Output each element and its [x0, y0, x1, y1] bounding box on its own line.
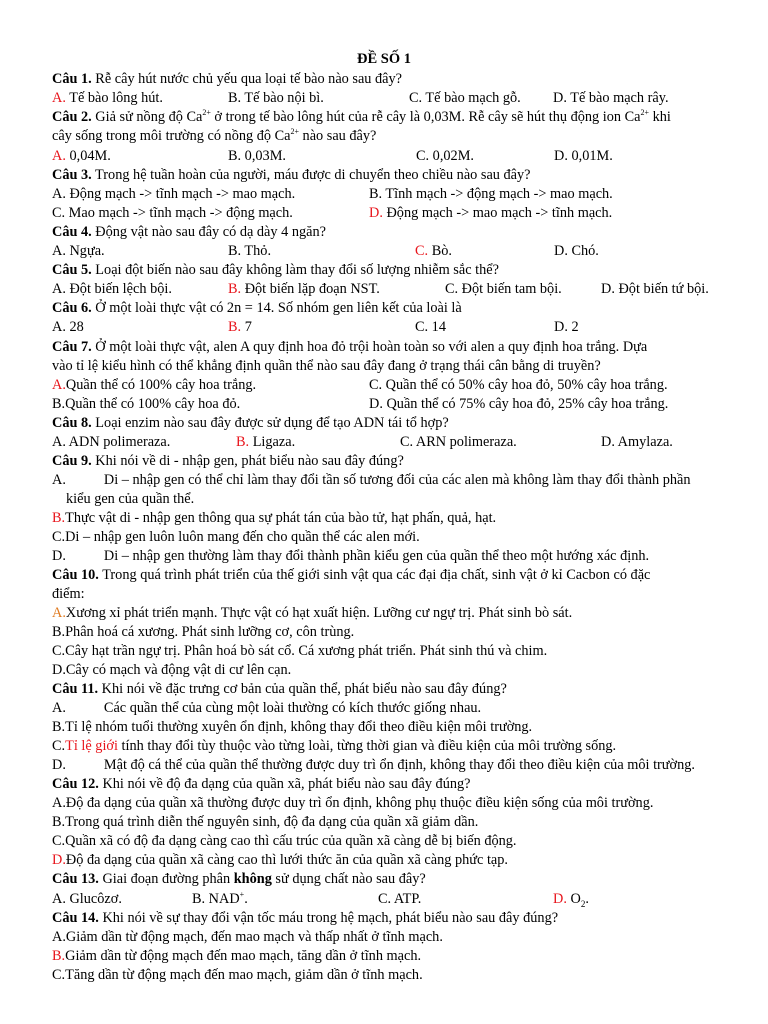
answer-row [52, 890, 724, 909]
question-2: Câu 2. Giả sử nồng độ $Ca^{2+}$ ở trong tế bào lông hút của rễ cây là 0,03M. Rễ cây sẽ hút thụ động ion $Ca^{2+}$ khi [52, 108, 671, 125]
answer-a[interactable]: A. Tế bào lông hút. [52, 90, 163, 106]
answer-d[interactable]: D. 0,01M. [554, 148, 613, 164]
question-13: Câu 13. Giai đoạn đường phân không sử dụng chất nào sau đây? [52, 871, 426, 887]
question-8: Câu 8. Loại enzim nào sau đây được sử dụng để tạo ADN tái tổ hợp? [52, 415, 449, 431]
answer-d[interactable]: D. $O_2$. [553, 891, 589, 909]
question-2-cont: cây sống trong môi trường có nồng độ $Ca^{2+}$ nào sau đây? [52, 127, 377, 144]
question-12: Câu 12. Khi nói về độ đa dạng của quần xã, phát biểu nào sau đây đúng? [52, 776, 471, 792]
answer-b[interactable]: B. Tĩnh mạch -> động mạch -> mao mạch. [369, 186, 613, 202]
answer-row [52, 185, 724, 204]
answer-c[interactable]: C.Tăng dần từ động mạch đến mao mạch, giảm dần ở tĩnh mạch. [52, 967, 423, 983]
answer-a[interactable]: A. Glucôzơ. [52, 891, 122, 907]
answer-b[interactable]: B.Thực vật di - nhập gen thông qua sự phát tán của bào tử, hạt phấn, quả, hạt. [52, 510, 497, 526]
answer-d[interactable]: D. Amylaza. [601, 434, 673, 450]
answer-row [52, 433, 724, 452]
question-7-cont: vào tỉ lệ kiểu hình có thể khẳng định quần thể nào sau đây đang ở trạng thái cân bằng di truyền? [52, 358, 601, 374]
question-10-cont: điểm: [52, 586, 85, 602]
answer-a[interactable]: A. 0,04M. [52, 148, 111, 164]
answer-d[interactable]: D. Động mạch -> mao mạch -> tĩnh mạch. [369, 205, 613, 221]
question-9: Câu 9. Khi nói về di - nhập gen, phát biểu nào sau đây đúng? [52, 453, 404, 469]
answer-row [52, 318, 724, 337]
answer-c[interactable]: C.Di – nhập gen luôn luôn mang đến cho quần thể các alen mới. [52, 529, 420, 545]
answer-c[interactable]: C. Đột biến tam bội. [445, 281, 562, 297]
answer-b[interactable]: B.Trong quá trình diễn thế nguyên sinh, độ đa dạng của quần xã giảm dần. [52, 814, 479, 830]
answer-a[interactable]: A. Di – nhập gen có thể chỉ làm thay đổi tần số tương đối của các alen mà không làm thay đổi thành phần [52, 472, 691, 488]
question-4: Câu 4. Động vật nào sau đây có dạ dày 4 ngăn? [52, 224, 326, 240]
answer-b[interactable]: B. 0,03M. [228, 148, 286, 164]
answer-b[interactable]: B. 7 [228, 319, 252, 335]
answer-b[interactable]: B. Đột biến lặp đoạn NST. [228, 281, 380, 297]
answer-b[interactable]: B.Phân hoá cá xương. Phát sinh lưỡng cơ, côn trùng. [52, 624, 355, 640]
page-title: ĐỀ SỐ 1 [357, 51, 411, 67]
answer-row [52, 395, 724, 414]
answer-d[interactable]: D.Độ đa dạng của quần xã càng cao thì lưới thức ăn của quần xã càng phức tạp. [52, 852, 508, 868]
answer-a[interactable]: A. 28 [52, 319, 84, 335]
answer-row [52, 280, 724, 299]
answer-a-cont: kiểu gen của quần thể. [66, 491, 195, 507]
answer-c[interactable]: C. Bò. [415, 243, 452, 259]
answer-a[interactable]: A.Giảm dần từ động mạch, đến mao mạch và thấp nhất ở tĩnh mạch. [52, 929, 443, 945]
answer-b[interactable]: B. Ligaza. [236, 434, 296, 450]
answer-c[interactable]: C.Tỉ lệ giới tính thay đổi tùy thuộc vào từng loài, từng thời gian và điều kiện của môi trường sống. [52, 738, 617, 754]
question-label: Câu 1. [52, 71, 92, 87]
answer-b[interactable]: B.Tỉ lệ nhóm tuổi thường xuyên ổn định, không thay đổi theo điều kiện môi trường. [52, 719, 533, 735]
answer-d[interactable]: D. Quần thể có 75% cây hoa đỏ, 25% cây hoa trắng. [369, 396, 669, 412]
answer-d[interactable]: D. 2 [554, 319, 579, 335]
answer-row [52, 89, 724, 108]
question-text: Rễ cây hút nước chủ yếu qua loại tế bào nào sau đây? [91, 71, 403, 87]
answer-c[interactable]: C. ARN polimeraza. [400, 434, 517, 450]
answer-c[interactable]: C. Mao mạch -> tĩnh mạch -> động mạch. [52, 205, 293, 221]
question-5: Câu 5. Loại đột biến nào sau đây không làm thay đổi số lượng nhiễm sắc thể? [52, 262, 499, 278]
answer-b[interactable]: B.Quần thể có 100% cây hoa đỏ. [52, 396, 241, 412]
answer-a[interactable]: A.Xương xỉ phát triển mạnh. Thực vật có hạt xuất hiện. Lưỡng cư ngự trị. Phát sinh bò sát. [52, 605, 573, 621]
answer-d[interactable]: D. Chó. [554, 243, 599, 259]
question-6: Câu 6. Ở một loài thực vật có 2n = 14. Số nhóm gen liên kết của loài là [52, 300, 462, 316]
answer-a[interactable]: A. ADN polimeraza. [52, 434, 171, 450]
answer-a[interactable]: A. Đột biến lệch bội. [52, 281, 172, 297]
answer-c[interactable]: C.Cây hạt trần ngự trị. Phân hoá bò sát cổ. Cá xương phát triển. Phát sinh thú và chim. [52, 643, 548, 659]
answer-c[interactable]: C.Quần xã có độ đa dạng càng cao thì cấu trúc của quần xã càng dễ bị biến động. [52, 833, 517, 849]
answer-c[interactable]: C. 0,02M. [416, 148, 474, 164]
answer-a[interactable]: A. Các quần thể của cùng một loài thường có kích thước giống nhau. [52, 700, 482, 716]
answer-a[interactable]: A. Ngựa. [52, 243, 105, 259]
answer-row [52, 242, 724, 261]
answer-d[interactable]: D. Di – nhập gen thường làm thay đổi thành phần kiểu gen của quần thể theo một hướng xác định. [52, 548, 650, 564]
answer-b[interactable]: B. Tế bào nội bì. [228, 90, 324, 106]
question-3: Câu 3. Trong hệ tuần hoàn của người, máu được di chuyển theo chiều nào sau đây? [52, 167, 531, 183]
answer-c[interactable]: C. Tế bào mạch gỗ. [409, 90, 521, 106]
answer-row [52, 204, 724, 223]
question-7: Câu 7. Ở một loài thực vật, alen A quy định hoa đỏ trội hoàn toàn so với alen a quy định hoa trắng. Dựa [52, 339, 648, 355]
answer-c[interactable]: C. ATP. [378, 891, 422, 907]
question-11: Câu 11. Khi nói về đặc trưng cơ bản của quần thể, phát biểu nào sau đây đúng? [52, 681, 507, 697]
answer-a[interactable]: A.Quần thể có 100% cây hoa trắng. [52, 377, 257, 393]
answer-b[interactable]: B. NAD+. [192, 890, 248, 907]
question-1 [52, 70, 724, 89]
answer-c[interactable]: C. 14 [415, 319, 446, 335]
answer-b[interactable]: B. Thỏ. [228, 243, 272, 259]
answer-a[interactable]: A.Độ đa dạng của quần xã thường được duy trì ổn định, không phụ thuộc điều kiện sống của môi trường. [52, 795, 654, 811]
answer-c[interactable]: C. Quần thể có 50% cây hoa đỏ, 50% cây hoa trắng. [369, 377, 668, 393]
answer-d[interactable]: D. Đột biến tứ bội. [601, 281, 709, 297]
question-10: Câu 10. Trong quá trình phát triển của thế giới sinh vật qua các đại địa chất, sinh vật ở kỉ Cacbon có đặc [52, 567, 651, 583]
answer-d[interactable]: D. Tế bào mạch rây. [553, 90, 669, 106]
answer-row [52, 376, 724, 395]
answer-row [52, 147, 724, 166]
answer-d[interactable]: D.Cây có mạch và động vật di cư lên cạn. [52, 662, 292, 678]
answer-d[interactable]: D. Mật độ cá thể của quần thể thường được duy trì ổn định, không thay đổi theo điều kiện của môi trường. [52, 757, 695, 773]
answer-a[interactable]: A. Động mạch -> tĩnh mạch -> mao mạch. [52, 186, 296, 202]
question-14: Câu 14. Khi nói về sự thay đổi vận tốc máu trong hệ mạch, phát biểu nào sau đây đúng? [52, 910, 559, 926]
answer-b[interactable]: B.Giảm dần từ động mạch đến mao mạch, tăng dần ở tĩnh mạch. [52, 948, 422, 964]
